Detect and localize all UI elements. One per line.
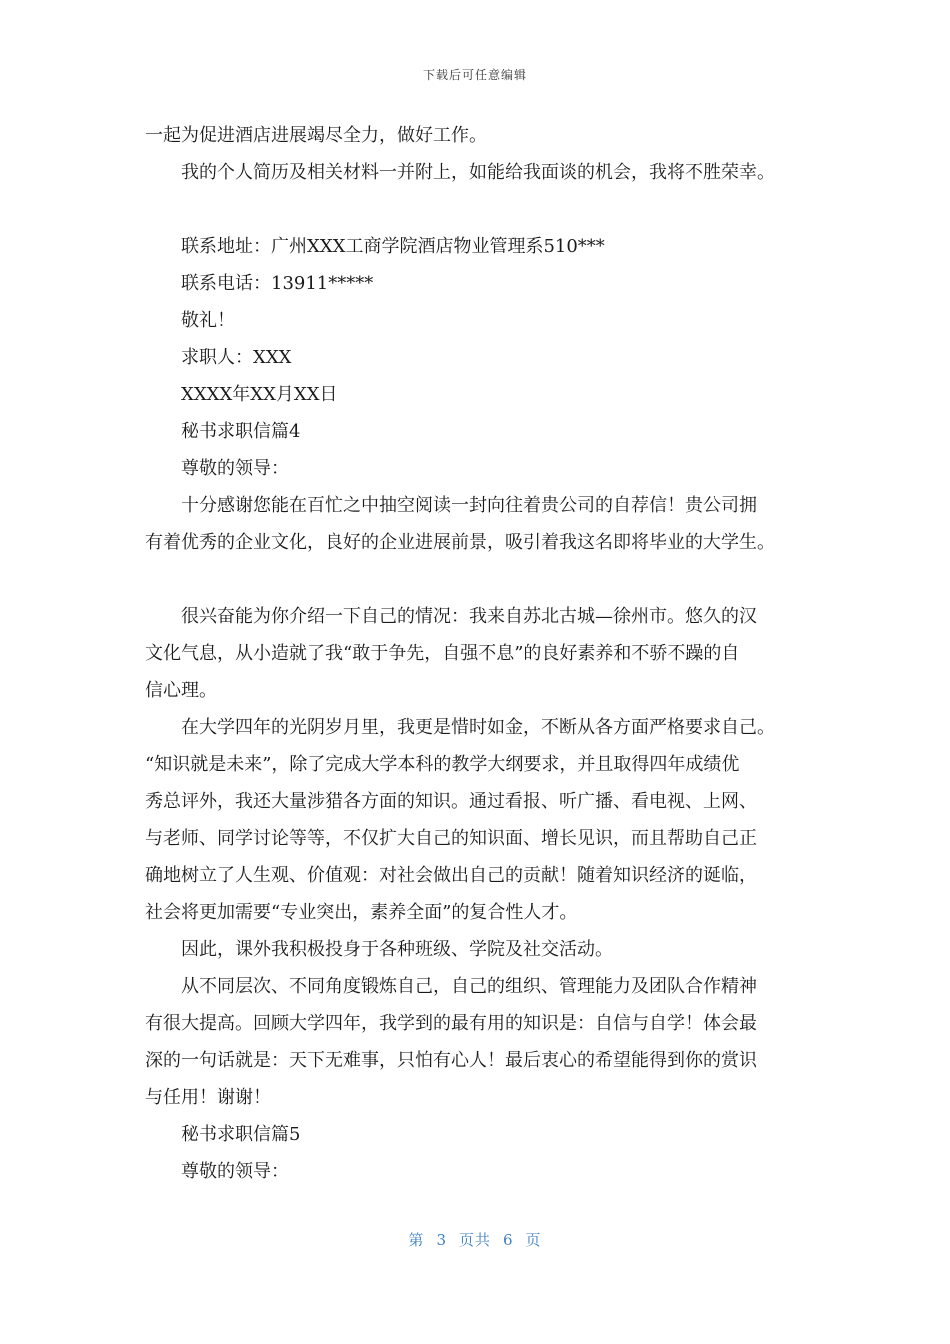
text-line: 因此，课外我积极投身于各种班级、学院及社交活动。 <box>181 939 613 960</box>
text-line: 我的个人简历及相关材料一并附上，如能给我面谈的机会，我将不胜荣幸。 <box>181 162 775 183</box>
text-line: 确地树立了人生观、价值观：对社会做出自己的贡献！随着知识经济的诞临， <box>145 865 757 886</box>
text-line: 在大学四年的光阴岁月里，我更是惜时如金，不断从各方面严格要求自己。 <box>181 717 775 738</box>
text-line: 有着优秀的企业文化，良好的企业进展前景，吸引着我这名即将毕业的大学生。 <box>145 532 775 553</box>
text-line: 与老师、同学讨论等等，不仅扩大自己的知识面、增长见识，而且帮助自己正 <box>145 828 757 849</box>
text-line: 很兴奋能为你介绍一下自己的情况：我来自苏北古城—徐州市。悠久的汉 <box>181 606 757 627</box>
page-label-middle: 页共 <box>458 1231 491 1249</box>
text-line: 十分感谢您能在百忙之中抽空阅读一封向往着贵公司的自荐信！贵公司拥 <box>181 495 757 516</box>
page-number: 3 <box>436 1231 447 1249</box>
applicant-name: 求职人：XXX <box>181 347 292 368</box>
text-line: 文化气息，从小造就了我“敢于争先，自强不息”的良好素养和不骄不躁的自 <box>145 643 740 664</box>
text-line: 深的一句话就是：天下无难事，只怕有心人！最后衷心的希望能得到你的赏识 <box>145 1050 757 1071</box>
salutation-closing: 敬礼！ <box>181 310 235 331</box>
text-line: 秀总评外，我还大量涉猎各方面的知识。通过看报、听广播、看电视、上网、 <box>145 791 757 812</box>
contact-address: 联系地址：广州XXX工商学院酒店物业管理系510*** <box>181 236 605 257</box>
page-header <box>0 66 950 83</box>
letter-date: XXXX年XX月XX日 <box>181 384 338 405</box>
text-line: 一起为促进酒店进展竭尽全力，做好工作。 <box>145 125 487 146</box>
greeting: 尊敬的领导： <box>181 1161 289 1182</box>
text-line: 与任用！谢谢！ <box>145 1087 271 1108</box>
greeting: 尊敬的领导： <box>181 458 289 479</box>
text-line: 从不同层次、不同角度锻炼自己，自己的组织、管理能力及团队合作精神 <box>181 976 757 997</box>
text-line: 有很大提高。回顾大学四年，我学到的最有用的知识是：自信与自学！体会最 <box>145 1013 757 1034</box>
text-line: 信心理。 <box>145 680 217 701</box>
section-title: 秘书求职信篇4 <box>181 421 301 442</box>
contact-phone: 联系电话：13911***** <box>181 273 374 294</box>
header-note: 下载后可任意编辑 <box>422 68 527 82</box>
document-body <box>145 117 810 1190</box>
total-pages: 6 <box>503 1231 514 1249</box>
page-label-suffix: 页 <box>525 1231 542 1249</box>
page-footer <box>0 1229 950 1250</box>
text-line: “知识就是未来”，除了完成大学本科的教学大纲要求，并且取得四年成绩优 <box>145 754 740 775</box>
section-title: 秘书求职信篇5 <box>181 1124 301 1145</box>
page-label-prefix: 第 <box>408 1231 425 1249</box>
text-line: 社会将更加需要“专业突出，素养全面”的复合性人才。 <box>145 902 578 923</box>
